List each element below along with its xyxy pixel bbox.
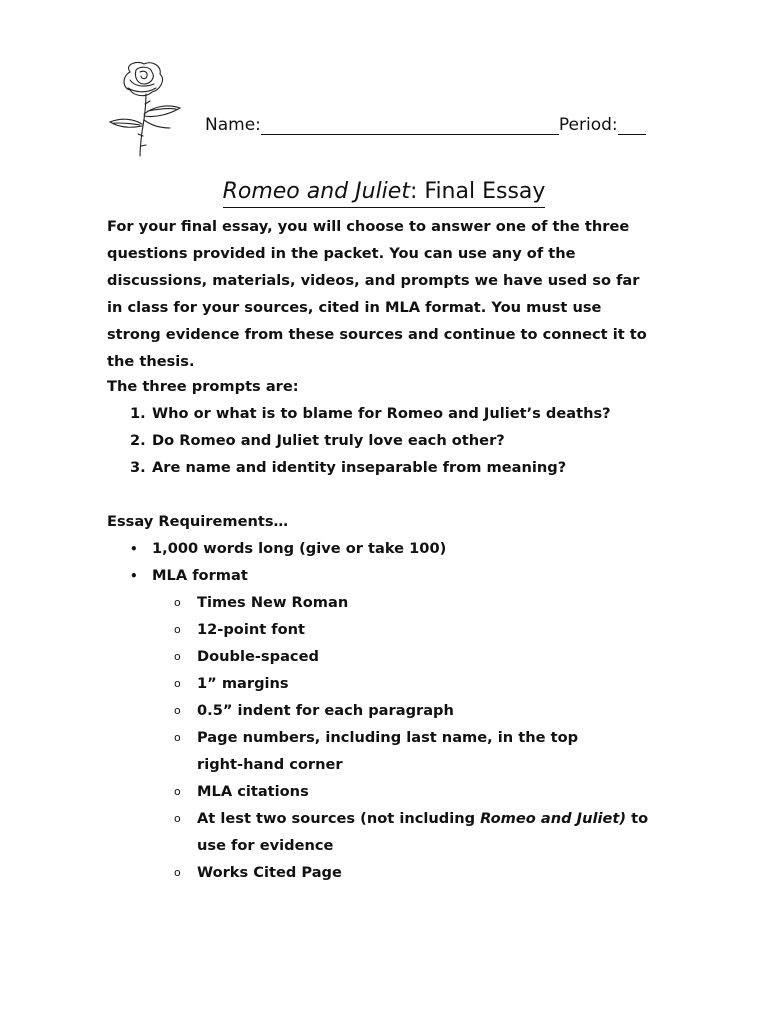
sub-bullet-icon: o [174, 596, 181, 609]
prompt-item: 3. Are name and identity inseparable from meaning? [130, 459, 567, 476]
sub-bullet-icon: o [174, 704, 181, 717]
requirement-bullet: • 1,000 words long (give or take 100) [130, 535, 446, 563]
intro-paragraph: For your final essay, you will choose to answer one of the three questions provided in the packet. You can use any of the discussions, materials, videos, and prompts we have used so far in class for your sources, cited in MLA format. You must use strong evidence from these sources and continue to connect it to the thesis. [107, 218, 647, 370]
prompts-heading: The three prompts are: [107, 378, 299, 395]
sub-bullet-icon: o [174, 731, 181, 744]
sub-bullet-icon: o [174, 785, 181, 798]
sub-bullet-icon: o [174, 677, 181, 690]
prompt-item: 2. Do Romeo and Juliet truly love each other? [130, 432, 505, 449]
sub-bullet-icon: o [174, 866, 181, 879]
sub-bullet-icon: o [174, 623, 181, 636]
mla-sub-item: o Works Cited Page [174, 859, 664, 886]
mla-sub-item: o Double-spaced [174, 643, 664, 670]
mla-sub-item: o Times New Roman [174, 589, 664, 616]
bullet-icon: • [130, 542, 138, 556]
rose-icon [100, 58, 196, 158]
sub-bullet-icon: o [174, 812, 181, 825]
title-colon: : [409, 179, 418, 204]
title-italic: Romeo and Juliet [222, 179, 410, 204]
period-blank[interactable] [618, 114, 646, 135]
mla-sub-item: o 0.5” indent for each paragraph [174, 697, 664, 724]
mla-sub-item: o At lest two sources (not including Romeo and Juliet) to use for evidence [174, 805, 664, 859]
requirements-heading: Essay Requirements… [107, 513, 289, 530]
prompt-item: 1. Who or what is to blame for Romeo and Juliet’s deaths? [130, 405, 611, 422]
mla-sub-item: o 1” margins [174, 670, 664, 697]
mla-sub-item: o Page numbers, including last name, in the top right-hand corner [174, 724, 624, 778]
mla-sub-item: o 12-point font [174, 616, 664, 643]
mla-sub-item: o MLA citations [174, 778, 664, 805]
page-title [0, 178, 768, 208]
bullet-icon: • [130, 569, 138, 583]
name-blank[interactable] [261, 114, 559, 135]
sub-bullet-icon: o [174, 650, 181, 663]
requirement-bullet: • MLA format [130, 562, 248, 590]
name-label: Name: [205, 115, 261, 135]
title-rest: Final Essay [417, 179, 546, 204]
name-period-line [205, 114, 645, 140]
period-label: Period: [558, 115, 618, 135]
